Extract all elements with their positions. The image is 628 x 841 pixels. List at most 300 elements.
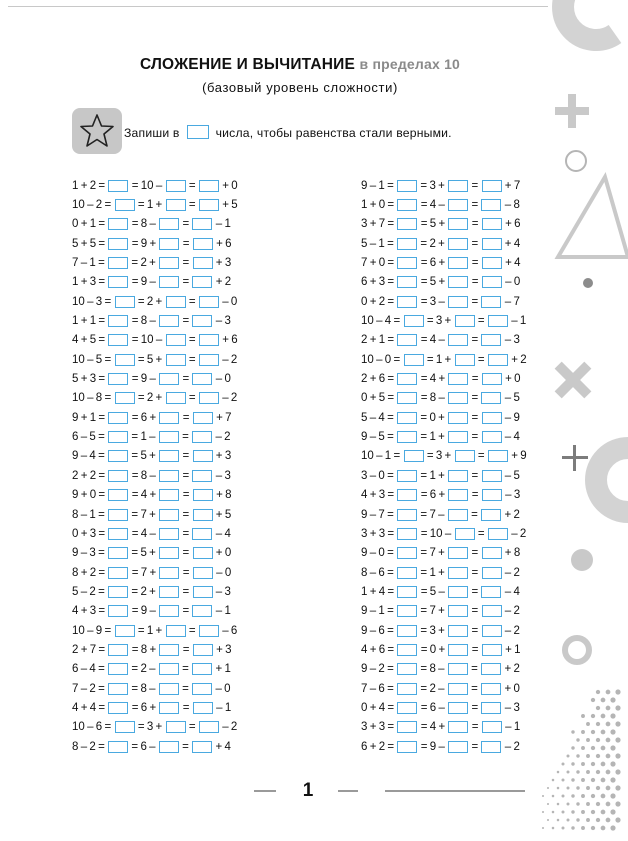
decor-dot-pattern-dot (610, 713, 615, 718)
answer-box[interactable] (193, 586, 213, 598)
answer-box[interactable] (108, 605, 128, 617)
answer-box[interactable] (488, 450, 508, 462)
exercise-text: = (180, 643, 192, 656)
answer-box[interactable] (159, 605, 179, 617)
answer-box[interactable] (397, 257, 417, 269)
answer-box[interactable] (166, 354, 186, 366)
answer-box[interactable] (166, 296, 186, 308)
answer-box[interactable] (482, 373, 502, 385)
answer-box[interactable] (192, 218, 212, 230)
answer-box[interactable] (159, 741, 179, 753)
exercise-text: 2 + 1 = (361, 334, 397, 347)
decor-dot-pattern-dot (615, 737, 620, 742)
exercise-text: = (469, 334, 481, 347)
exercise-row (72, 660, 238, 679)
exercise-row (361, 679, 527, 698)
answer-box[interactable] (108, 257, 128, 269)
page-title (0, 56, 600, 74)
exercise-row (361, 505, 527, 524)
answer-box[interactable] (115, 354, 135, 366)
exercise-text: = 2 – (418, 682, 447, 695)
answer-box[interactable] (397, 663, 417, 675)
answer-box[interactable] (488, 354, 508, 366)
decor-dot-pattern-dot (576, 754, 579, 757)
exercise-row (361, 273, 527, 292)
exercise-text: = 6 + (418, 489, 448, 502)
answer-box[interactable] (192, 683, 212, 695)
exercise-text: – 1 (508, 315, 527, 328)
answer-box[interactable] (482, 470, 502, 482)
answer-box[interactable] (166, 199, 186, 211)
answer-box[interactable] (108, 412, 128, 424)
exercise-text: = 4 – (418, 199, 448, 212)
answer-box[interactable] (482, 180, 502, 192)
answer-box[interactable] (448, 605, 468, 617)
exercise-text: 6 – 4 = (72, 663, 108, 676)
answer-box[interactable] (448, 586, 468, 598)
answer-box[interactable] (159, 683, 179, 695)
answer-box[interactable] (448, 199, 468, 211)
exercise-text: 0 + 2 = (361, 295, 397, 308)
answer-box[interactable] (159, 528, 179, 540)
answer-box[interactable] (448, 702, 468, 714)
exercise-text: = (469, 276, 481, 289)
answer-box[interactable] (448, 547, 468, 559)
exercise-row (361, 195, 527, 214)
answer-box[interactable] (199, 296, 219, 308)
answer-box[interactable] (448, 721, 468, 733)
answer-box[interactable] (159, 412, 179, 424)
answer-box[interactable] (159, 276, 179, 288)
answer-box[interactable] (115, 625, 135, 637)
answer-box[interactable] (115, 296, 135, 308)
answer-box[interactable] (397, 489, 417, 501)
answer-box[interactable] (488, 315, 508, 327)
exercise-text: = 1 – (129, 431, 158, 444)
exercise-text: = 2 + (135, 392, 165, 405)
exercise-text: 10 – 1 = (361, 450, 403, 463)
answer-box[interactable] (482, 644, 502, 656)
answer-box[interactable] (193, 238, 213, 250)
answer-box[interactable] (397, 392, 417, 404)
exercise-text: 9 – 0 = (361, 547, 397, 560)
answer-box[interactable] (166, 721, 186, 733)
decor-dot-pattern-dot (571, 826, 574, 829)
exercise-text: 9 + 0 = (72, 489, 108, 502)
answer-box[interactable] (108, 238, 128, 250)
answer-box[interactable] (455, 315, 475, 327)
answer-box[interactable] (193, 702, 213, 714)
exercise-row (72, 176, 238, 195)
answer-box[interactable] (166, 625, 186, 637)
exercise-text: – 5 (502, 392, 520, 405)
answer-box[interactable] (397, 412, 417, 424)
answer-box[interactable] (397, 644, 417, 656)
answer-box[interactable] (397, 683, 417, 695)
exercise-text: = (180, 701, 192, 714)
answer-box[interactable] (397, 605, 417, 617)
exercise-text: 4 + 4 = (72, 701, 108, 714)
exercise-text: – 2 (219, 353, 238, 366)
answer-box[interactable] (159, 489, 179, 501)
decor-dot-pattern-dot (596, 690, 600, 694)
answer-box[interactable] (108, 741, 128, 753)
answer-box[interactable] (166, 180, 186, 192)
answer-box[interactable] (159, 470, 179, 482)
answer-box[interactable] (455, 528, 475, 540)
answer-box[interactable] (482, 276, 502, 288)
answer-box[interactable] (481, 509, 501, 521)
answer-box[interactable] (397, 238, 417, 250)
answer-box[interactable] (108, 683, 128, 695)
answer-box[interactable] (448, 741, 468, 753)
exercise-text: + 3 (213, 643, 232, 656)
exercise-text: = 7 + (129, 508, 159, 521)
exercise-text: = 2 + (135, 295, 165, 308)
answer-box[interactable] (482, 431, 502, 443)
answer-box[interactable] (193, 509, 213, 521)
answer-box[interactable] (482, 412, 502, 424)
answer-box[interactable] (193, 489, 213, 501)
answer-box[interactable] (448, 509, 468, 521)
answer-box[interactable] (397, 567, 417, 579)
answer-box[interactable] (404, 315, 424, 327)
exercise-text: – 2 (502, 624, 520, 637)
exercise-row (72, 273, 238, 292)
answer-box[interactable] (397, 296, 417, 308)
answer-box[interactable] (448, 296, 468, 308)
exercise-text: + 0 (502, 373, 521, 386)
decor-ring-middle (596, 448, 628, 512)
answer-box[interactable] (199, 334, 219, 346)
answer-box[interactable] (482, 238, 502, 250)
answer-box[interactable] (108, 315, 128, 327)
exercise-text: + 2 (502, 508, 520, 521)
exercise-text: 7 – 6 = (361, 682, 397, 695)
exercise-text: = 1 + (418, 431, 448, 444)
answer-box[interactable] (448, 663, 468, 675)
answer-box[interactable] (448, 276, 468, 288)
exercise-text: = 3 + (424, 450, 454, 463)
answer-box[interactable] (193, 450, 213, 462)
exercise-text: = (469, 489, 481, 502)
answer-box[interactable] (159, 373, 179, 385)
answer-box[interactable] (199, 721, 219, 733)
decor-dot-pattern-dot (591, 714, 595, 718)
answer-box[interactable] (481, 392, 501, 404)
exercise-text: = 5 + (135, 353, 165, 366)
answer-box[interactable] (159, 567, 179, 579)
answer-box[interactable] (397, 218, 417, 230)
exercise-text: 6 + 2 = (361, 740, 397, 753)
answer-box[interactable] (397, 509, 417, 521)
answer-box[interactable] (108, 528, 128, 540)
decor-dot-pattern-dot (591, 810, 595, 814)
exercise-text: 8 – 1 = (72, 508, 108, 521)
answer-box[interactable] (115, 199, 135, 211)
answer-box[interactable] (108, 644, 128, 656)
exercise-text: = (180, 605, 192, 618)
answer-box[interactable] (108, 586, 128, 598)
answer-box[interactable] (397, 470, 417, 482)
decor-dot-pattern-dot (601, 714, 606, 719)
exercise-text: + 6 (219, 334, 238, 347)
answer-box[interactable] (397, 547, 417, 559)
title-accent: в пределах 10 (359, 56, 461, 72)
answer-box[interactable] (448, 392, 468, 404)
answer-box[interactable] (482, 625, 502, 637)
answer-box[interactable] (448, 373, 468, 385)
exercise-text: = 8 – (129, 218, 159, 231)
exercise-row (72, 389, 238, 408)
answer-box[interactable] (159, 218, 179, 230)
exercise-row (361, 544, 527, 563)
answer-box[interactable] (482, 547, 502, 559)
answer-box[interactable] (448, 470, 468, 482)
exercise-text: = 3 + (424, 315, 454, 328)
decor-dot-pattern-dot (562, 827, 565, 830)
exercise-text: 7 + 0 = (361, 257, 397, 270)
answer-box[interactable] (108, 180, 128, 192)
answer-box[interactable] (455, 450, 475, 462)
answer-box[interactable] (448, 431, 468, 443)
exercise-text: = 0 + (418, 643, 448, 656)
answer-box[interactable] (108, 509, 128, 521)
answer-box[interactable] (159, 315, 179, 327)
exercise-text: = 7 + (418, 605, 448, 618)
exercise-row (361, 389, 527, 408)
answer-box[interactable] (108, 470, 128, 482)
answer-box[interactable] (397, 625, 417, 637)
answer-box[interactable] (193, 547, 213, 559)
exercise-text: = 6 + (129, 701, 159, 714)
answer-box[interactable] (159, 702, 179, 714)
answer-box[interactable] (108, 547, 128, 559)
answer-box[interactable] (193, 257, 213, 269)
exercise-text: 8 – 6 = (361, 566, 397, 579)
answer-box[interactable] (448, 257, 468, 269)
answer-box[interactable] (482, 605, 502, 617)
exercise-row (72, 331, 238, 350)
decor-dot-pattern-dot (586, 818, 590, 822)
answer-box[interactable] (108, 373, 128, 385)
answer-box[interactable] (482, 721, 502, 733)
exercise-row (361, 466, 527, 485)
exercise-text: = 4 + (129, 489, 159, 502)
exercise-row (72, 544, 238, 563)
decor-dot-pattern-dot (606, 738, 611, 743)
answer-box[interactable] (108, 450, 128, 462)
answer-box[interactable] (448, 412, 468, 424)
answer-box[interactable] (397, 180, 417, 192)
exercise-text: – 2 (502, 566, 520, 579)
answer-box[interactable] (448, 567, 468, 579)
answer-box[interactable] (193, 644, 213, 656)
answer-box[interactable] (159, 663, 179, 675)
answer-box[interactable] (397, 702, 417, 714)
answer-box[interactable] (481, 741, 501, 753)
decor-dot-pattern-dot (606, 722, 611, 727)
exercise-text: = (469, 373, 481, 386)
answer-box[interactable] (482, 257, 502, 269)
exercise-text: = (469, 179, 481, 192)
exercise-row (361, 369, 527, 388)
decor-dot-pattern-dot (552, 811, 555, 814)
decor-small-ring (566, 151, 586, 171)
decor-dot-pattern-dot (581, 746, 585, 750)
exercise-text: 4 + 6 = (361, 643, 397, 656)
exercise-text: 0 + 5 = (361, 392, 397, 405)
answer-box[interactable] (159, 450, 179, 462)
answer-box[interactable] (193, 567, 213, 579)
answer-box[interactable] (481, 199, 501, 211)
exercise-text: – 9 (502, 411, 520, 424)
answer-box[interactable] (481, 683, 501, 695)
decor-dot-pattern-dot (581, 762, 585, 766)
answer-box[interactable] (108, 567, 128, 579)
answer-box[interactable] (481, 296, 501, 308)
answer-box[interactable] (192, 373, 212, 385)
answer-box[interactable] (159, 586, 179, 598)
answer-box[interactable] (397, 199, 417, 211)
exercise-row (361, 737, 527, 756)
answer-box[interactable] (108, 489, 128, 501)
answer-box[interactable] (397, 334, 417, 346)
exercise-text: 7 – 2 = (72, 682, 108, 695)
exercise-text: = 7 + (418, 547, 448, 560)
exercise-text: = 1 + (135, 624, 165, 637)
answer-box[interactable] (199, 199, 219, 211)
answer-box[interactable] (448, 625, 468, 637)
answer-box[interactable] (159, 644, 179, 656)
answer-box[interactable] (404, 450, 424, 462)
answer-box[interactable] (192, 470, 212, 482)
answer-box[interactable] (108, 218, 128, 230)
answer-box[interactable] (108, 663, 128, 675)
answer-box[interactable] (159, 547, 179, 559)
answer-box[interactable] (192, 276, 212, 288)
answer-box[interactable] (455, 354, 475, 366)
exercise-text: = (179, 682, 192, 695)
exercise-text: + 5 (213, 508, 232, 521)
answer-box[interactable] (482, 218, 502, 230)
answer-box[interactable] (404, 354, 424, 366)
exercise-row (72, 486, 238, 505)
answer-box[interactable] (159, 509, 179, 521)
exercise-row (361, 331, 527, 350)
answer-box[interactable] (448, 180, 468, 192)
exercise-text: – 8 (502, 199, 520, 212)
answer-box[interactable] (199, 392, 219, 404)
exercise-text: = 5 + (418, 276, 448, 289)
exercise-row (72, 505, 238, 524)
answer-box[interactable] (397, 431, 417, 443)
answer-box[interactable] (397, 276, 417, 288)
answer-box[interactable] (482, 567, 502, 579)
answer-box[interactable] (166, 334, 186, 346)
answer-box[interactable] (481, 663, 501, 675)
exercise-text: – 6 (219, 624, 238, 637)
exercise-row (361, 718, 527, 737)
answer-box[interactable] (448, 489, 468, 501)
answer-box[interactable] (108, 702, 128, 714)
answer-box[interactable] (397, 528, 417, 540)
exercise-row (361, 602, 527, 621)
answer-box[interactable] (397, 741, 417, 753)
answer-box[interactable] (159, 257, 179, 269)
exercise-text: = 1 + (424, 353, 454, 366)
answer-box[interactable] (192, 605, 212, 617)
answer-box[interactable] (448, 238, 468, 250)
answer-box[interactable] (397, 721, 417, 733)
exercise-text: + 3 (213, 450, 232, 463)
decor-dot-pattern-dot (606, 754, 611, 759)
answer-box[interactable] (397, 586, 417, 598)
answer-box[interactable] (481, 702, 501, 714)
answer-box[interactable] (192, 315, 212, 327)
exercise-text: 5 – 4 = (361, 411, 397, 424)
exercise-row (361, 486, 527, 505)
answer-box[interactable] (159, 431, 179, 443)
exercise-text: 10 – 6 = (72, 721, 114, 734)
instruction (124, 125, 452, 140)
answer-box[interactable] (192, 741, 212, 753)
answer-box[interactable] (192, 663, 212, 675)
answer-box[interactable] (192, 528, 212, 540)
answer-box[interactable] (108, 431, 128, 443)
exercise-text: = (180, 237, 192, 250)
exercise-text: 10 – 3 = (72, 295, 114, 308)
exercise-row (72, 698, 238, 717)
answer-box[interactable] (481, 586, 501, 598)
exercise-text: = (475, 527, 487, 540)
answer-box[interactable] (108, 276, 128, 288)
decor-dot-pattern-dot (615, 705, 620, 710)
answer-box[interactable] (448, 644, 468, 656)
answer-box[interactable] (448, 218, 468, 230)
answer-box[interactable] (448, 334, 468, 346)
answer-box[interactable] (115, 392, 135, 404)
answer-box[interactable] (488, 528, 508, 540)
answer-box[interactable] (482, 489, 502, 501)
exercise-text: + 1 (502, 643, 521, 656)
exercise-row (72, 582, 238, 601)
decor-dot-pattern-dot (606, 690, 611, 695)
answer-box[interactable] (166, 392, 186, 404)
exercise-text: + 4 (213, 740, 231, 753)
answer-box[interactable] (481, 334, 501, 346)
answer-box[interactable] (199, 180, 219, 192)
answer-box[interactable] (199, 354, 219, 366)
answer-box[interactable] (192, 431, 212, 443)
decor-dot-pattern-dot (596, 770, 600, 774)
exercise-text: = (469, 547, 481, 560)
answer-box[interactable] (397, 373, 417, 385)
answer-box[interactable] (199, 625, 219, 637)
answer-box[interactable] (159, 238, 179, 250)
answer-box[interactable] (108, 334, 128, 346)
exercise-text: 3 + 7 = (361, 218, 397, 231)
decor-dot-pattern-dot (615, 769, 620, 774)
exercise-text: = (180, 469, 192, 482)
answer-box[interactable] (193, 412, 213, 424)
exercise-row (361, 447, 527, 466)
answer-box[interactable] (115, 721, 135, 733)
decor-dot-pattern-dot (591, 826, 595, 830)
exercise-text: = 7 – (418, 508, 447, 521)
exercise-text: = (469, 295, 481, 308)
answer-box[interactable] (448, 683, 468, 695)
